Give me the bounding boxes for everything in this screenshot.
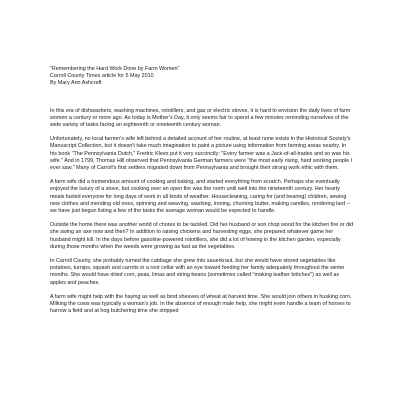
paragraph: In this era of dishwashers, washing machines, rototillers, and gas or electric stoves, it is hard to envision the daily lives of farm women a century or more ago. As today is Mother's Day, it only seems fair to spend a few minutes reminding ourselves of the wide variety of tasks facing an eighteenth or nineteenth century woman. [50,107,351,129]
article-title: "Remembering the Hard Work Done by Farm Women" [50,66,180,72]
article-subtitle: Carroll County Times article for 5 May 2010 [50,73,154,80]
document-page [50,66,354,322]
article-byline: By Mary Ann Ashcraft [50,80,102,87]
paragraph: In Carroll County, she probably turned the cabbage she grew into sauerkraut, but she would have stored vegetables like potatoes, turnips, squash and carrots in a root cellar with an eye toward feeding her family adequately throughout the winter months. She would have dried corn, peas, limas and string beans (sometimes called "making leather britches") as well as apples and peaches. [50,258,345,286]
article-body [50,108,354,316]
article-header [50,66,354,88]
paragraph: Outside the home there was another world of chores to be tackled. Did her husband or son chop wood for the kitchen fire or did she swing an axe now and then? In addition to raising chickens and harvesting eggs, she prepared whatever game her husband might kill. In the days before gasoline-powered rototillers, she did a lot of hoeing in the kitchen garden, especially during those months when the weeds were growing as fast as the vegetables. [50,222,354,250]
paragraph: Unfortunately, no local farmer's wife left behind a detailed account of her routine, at least none exists in the Historical Society's Manuscript Collection, but it doesn't take much imagination to paint a picture using information from farming areas nearby. In his book "The Pennsylvania Dutch," Fredric Klees put it very succinctly: "Every farmer was a Jack-of-all-trades and so was his wife." And in 1799, Thomas Hill observed that Pennsylvania German farmers were "the most early rising, hard working people I ever saw." Many of Carroll's first settlers migrated down from Pennsylvania and brought their strong work ethic with them. [50,136,353,172]
paragraph: A farm wife did a tremendous amount of cooking and baking, and started everything from scratch. Perhaps she eventually enjoyed the luxury of a stove, but cooking over an open fire was the norm until well into the nineteenth century. Her hearty meals fueled everyone for long days of work in all kinds of weather. Housecleaning, caring for (and bearing) children, sewing new clothes and mending old ones, spinning and weaving, washing, ironing, churning butter, making candles, rendering lard -- we have just begun listing a few of the tasks the average woman would be expected to handle. [50,179,351,215]
paragraph: A farm wife might help with the haying as well as bind sheaves of wheat at harvest time. She would join others in husking corn. Milking the cows was typically a woman's job. In the absence of enough male help, she might even handle a team of horses to harrow a field and at hog butchering time she stripped [50,293,352,315]
